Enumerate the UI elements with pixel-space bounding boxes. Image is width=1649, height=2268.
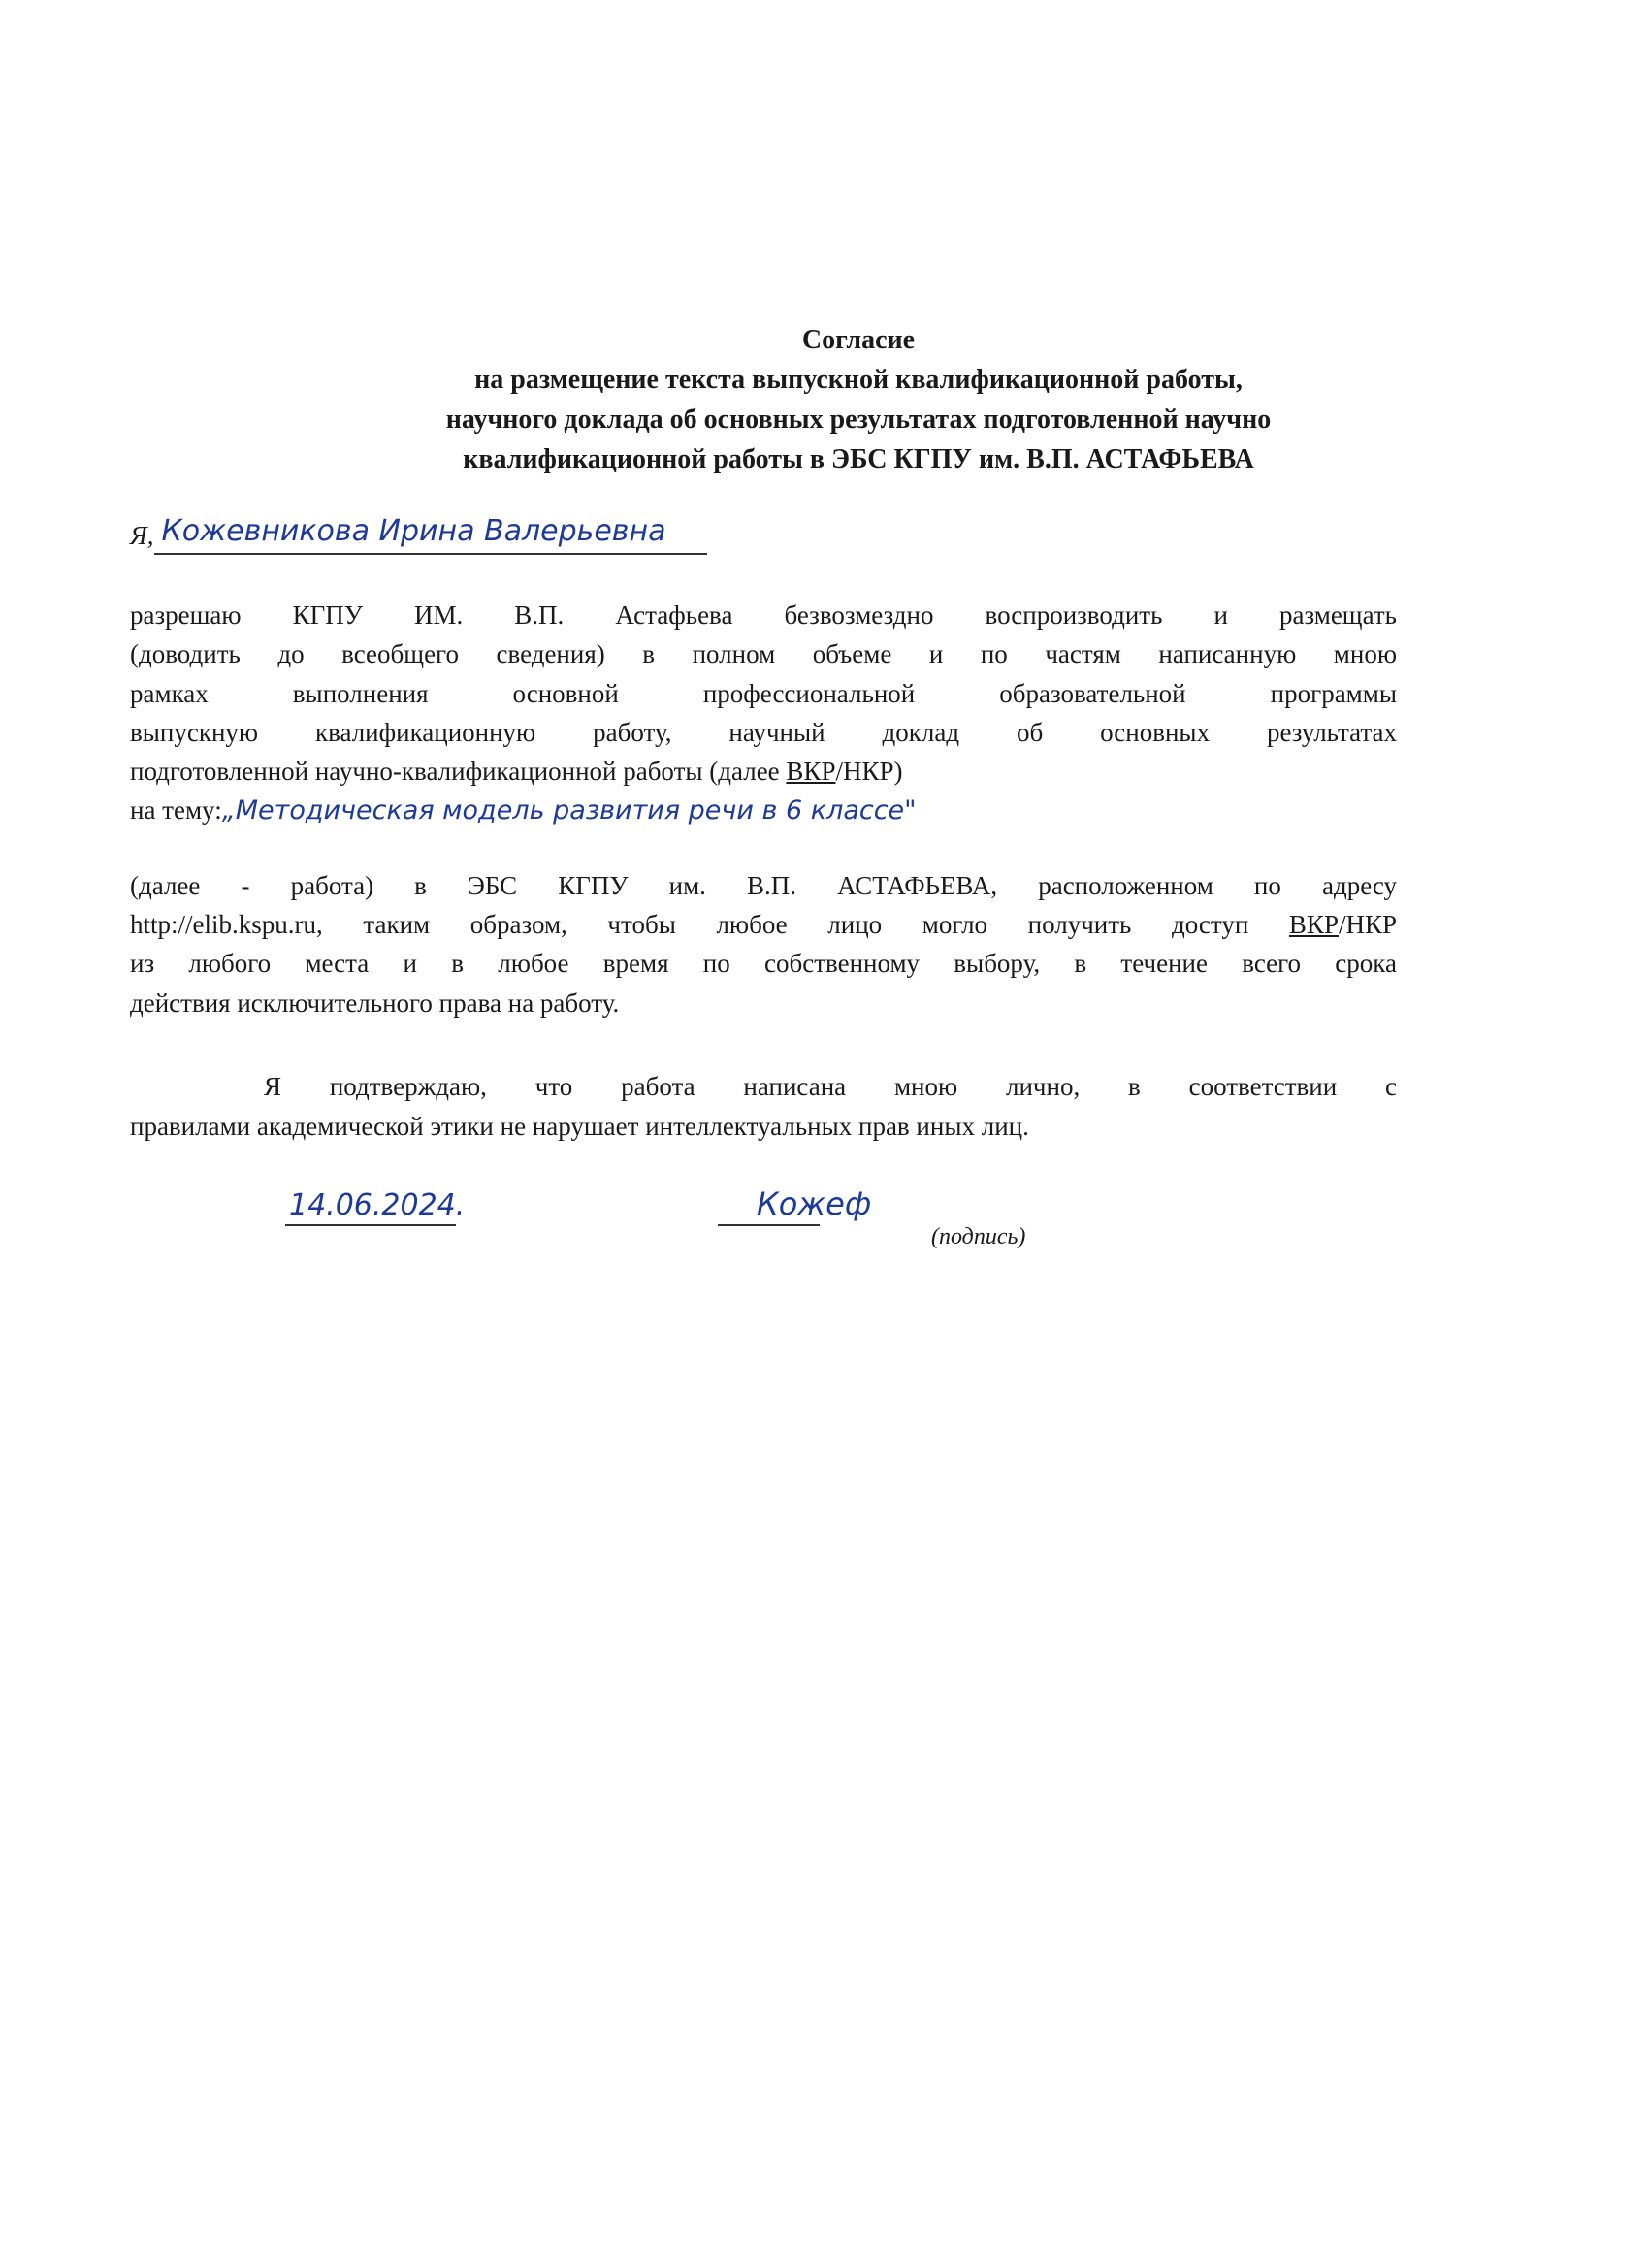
confirm-line: правилами академической этики не нарушает интеллектуальных прав иных лиц. bbox=[130, 1112, 1029, 1141]
title-line: квалификационной работы в ЭБС КГПУ им. В.П. АСТАФЬЕВА bbox=[463, 444, 1254, 474]
handwritten-topic: „Методическая модель развития речи в 6 классе" bbox=[221, 795, 917, 826]
para2-line: действия исключительного права на работу. bbox=[130, 988, 620, 1018]
text: /НКР) bbox=[835, 757, 903, 786]
title-line: научного доклада об основных результатах подготовленной научно bbox=[445, 405, 1272, 435]
topic-label: на тему: bbox=[130, 795, 222, 825]
para1-line: (доводить до всеобщего сведения) в полном объеме и по частям написанную мною bbox=[130, 639, 1397, 668]
text: подготовленной научно-квалификационной работы (далее bbox=[130, 757, 787, 786]
name-field bbox=[154, 514, 707, 555]
date-field bbox=[285, 1178, 466, 1226]
para2-line bbox=[130, 905, 1397, 944]
handwritten-date: 14.06.2024. bbox=[289, 1188, 466, 1222]
para2-line: (далее - работа) в ЭБС КГПУ им. В.П. АСТАФЬЕВА, расположенном по адресу bbox=[130, 871, 1397, 900]
para1-line: выпускную квалификационную работу, научный доклад об основных результатах bbox=[130, 718, 1397, 747]
vkr-text: ВКР bbox=[1288, 910, 1339, 939]
signature-label: (подпись) bbox=[931, 1224, 1026, 1249]
para2-line: из любого места и в любое время по собственному выбору, в течение всего срока bbox=[130, 949, 1397, 978]
title-line: на размещение текста выпускной квалификационной работы, bbox=[474, 365, 1243, 395]
para1-line bbox=[130, 752, 1397, 791]
handwritten-signature: Кожеф bbox=[757, 1185, 872, 1222]
name-prefix: Я, bbox=[130, 521, 154, 550]
topic-line bbox=[130, 791, 1397, 830]
signature-field bbox=[718, 1178, 872, 1226]
confirm-line: Я подтверждаю, что работа написана мною лично, в соответствии с bbox=[264, 1072, 1397, 1101]
para1-line: разрешаю КГПУ ИМ. В.П. Астафьева безвозмездно воспроизводить и размещать bbox=[130, 600, 1397, 630]
handwritten-name: Кожевникова Ирина Валерьевна bbox=[161, 514, 666, 548]
para1-line: рамках выполнения основной профессиональной образовательной программы bbox=[130, 679, 1397, 708]
name-line bbox=[130, 516, 1397, 555]
text: /НКР bbox=[1338, 910, 1397, 939]
text: http://elib.kspu.ru, таким образом, чтобы любое лицо могло получить доступ bbox=[130, 910, 1289, 939]
vkr-text: ВКР bbox=[786, 757, 836, 786]
title-line: Согласие bbox=[801, 325, 916, 355]
document-title bbox=[0, 320, 1649, 479]
